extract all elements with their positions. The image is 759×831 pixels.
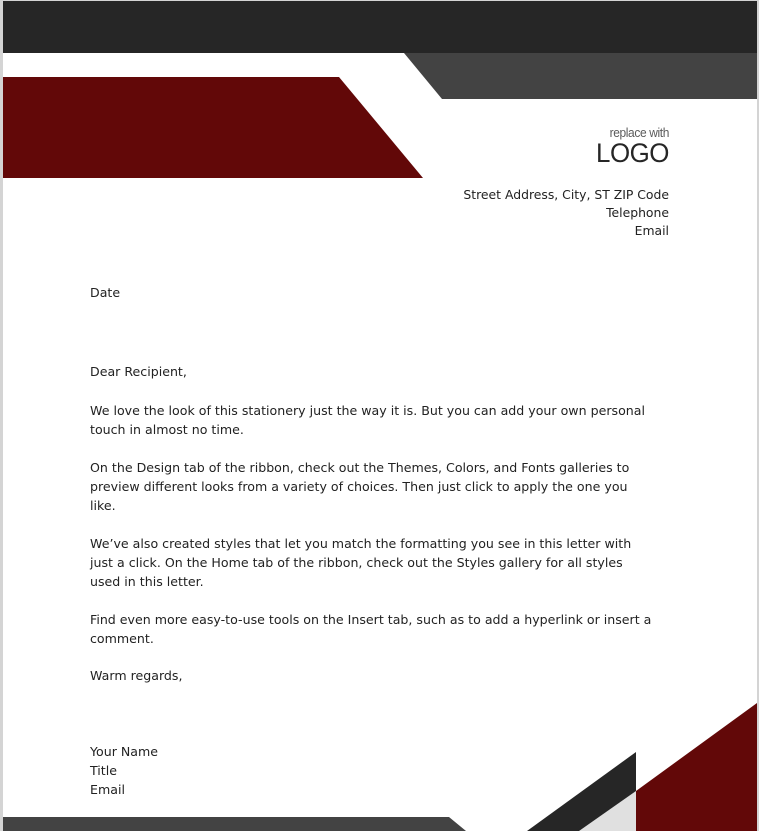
date-field[interactable]: Date [90,285,121,300]
body-paragraph-3[interactable] [90,534,680,591]
signature-email[interactable]: Email [90,782,125,797]
paragraph-line: Find even more easy-to-use tools on the Insert tab, such as to add a hyperlink or insert a [90,612,652,627]
closing[interactable]: Warm regards, [90,668,183,683]
body-paragraph-2[interactable] [90,458,680,515]
paragraph-line: We love the look of this stationery just the way it is. But you can add your own personal [90,403,645,418]
paragraph-line: comment. [90,631,154,646]
sender-email[interactable]: Email [634,223,669,238]
logo-placeholder[interactable] [560,126,669,167]
telephone[interactable]: Telephone [606,205,669,220]
sender-address-block [463,186,669,240]
salutation[interactable]: Dear Recipient, [90,364,187,379]
paragraph-line: like. [90,498,116,513]
logo-replace-text: replace with [609,125,669,140]
street-address[interactable]: Street Address, City, ST ZIP Code [463,187,669,202]
signature-block [90,742,680,799]
paragraph-line: just a click. On the Home tab of the ribbon, check out the Styles gallery for all styles [90,555,623,570]
logo-text: LOGO [596,138,669,168]
signature-name[interactable]: Your Name [90,744,159,759]
paragraph-line: touch in almost no time. [90,422,244,437]
signature-title[interactable]: Title [90,763,117,778]
body-paragraph-1[interactable] [90,401,680,439]
paragraph-line: preview different looks from a variety of choices. Then just click to apply the one you [90,479,628,494]
paragraph-line: used in this letter. [90,574,204,589]
paragraph-line: We’ve also created styles that let you match the formatting you see in this letter with [90,536,632,551]
body-paragraph-4[interactable] [90,610,680,648]
paragraph-line: On the Design tab of the ribbon, check out the Themes, Colors, and Fonts galleries to [90,460,630,475]
